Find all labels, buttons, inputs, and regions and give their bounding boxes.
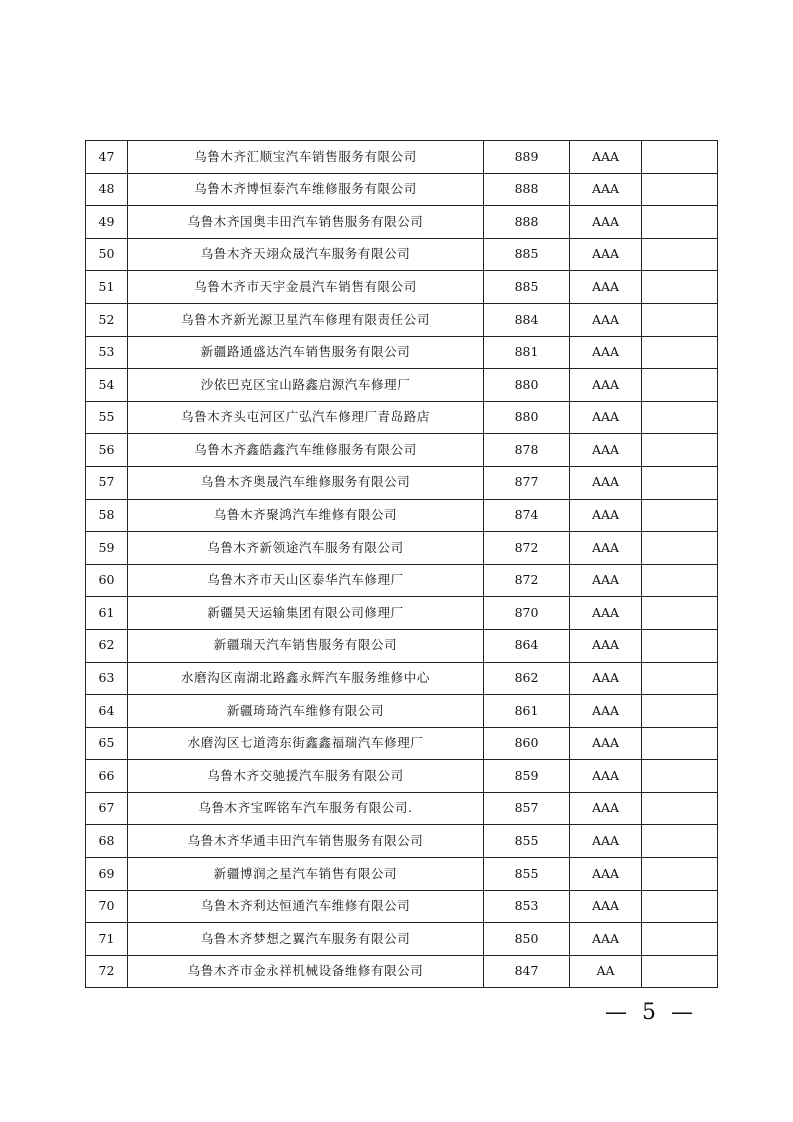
- score-cell: 859: [484, 760, 570, 793]
- row-number-cell: 69: [86, 858, 128, 891]
- table-row: [86, 303, 718, 336]
- note-cell: [642, 336, 718, 369]
- table-row: [86, 564, 718, 597]
- score-cell: 853: [484, 890, 570, 923]
- company-name-cell: 乌鲁木齐市天山区泰华汽车修理厂: [128, 564, 484, 597]
- row-number-cell: 58: [86, 499, 128, 532]
- grade-cell: AAA: [570, 597, 642, 630]
- company-name-cell: 乌鲁木齐利达恒通汽车维修有限公司: [128, 890, 484, 923]
- grade-cell: AAA: [570, 923, 642, 956]
- score-cell: 889: [484, 141, 570, 174]
- score-cell: 847: [484, 955, 570, 988]
- note-cell: [642, 434, 718, 467]
- score-cell: 872: [484, 532, 570, 565]
- note-cell: [642, 466, 718, 499]
- note-cell: [642, 858, 718, 891]
- row-number-cell: 51: [86, 271, 128, 304]
- company-name-cell: 新疆瑞天汽车销售服务有限公司: [128, 629, 484, 662]
- grade-cell: AAA: [570, 858, 642, 891]
- company-name-cell: 新疆琦琦汽车维修有限公司: [128, 695, 484, 728]
- grade-cell: AAA: [570, 564, 642, 597]
- row-number-cell: 50: [86, 238, 128, 271]
- row-number-cell: 55: [86, 401, 128, 434]
- company-name-cell: 乌鲁木齐头屯河区广弘汽车修理厂青岛路店: [128, 401, 484, 434]
- score-cell: 885: [484, 271, 570, 304]
- company-name-cell: 乌鲁木齐天翊众晟汽车服务有限公司: [128, 238, 484, 271]
- row-number-cell: 66: [86, 760, 128, 793]
- note-cell: [642, 141, 718, 174]
- company-name-cell: 水磨沟区南湖北路鑫永辉汽车服务维修中心: [128, 662, 484, 695]
- table-row: [86, 532, 718, 565]
- row-number-cell: 62: [86, 629, 128, 662]
- grade-cell: AAA: [570, 401, 642, 434]
- company-name-cell: 乌鲁木齐鑫皓鑫汽车维修服务有限公司: [128, 434, 484, 467]
- grade-cell: AAA: [570, 695, 642, 728]
- company-name-cell: 新疆博润之星汽车销售有限公司: [128, 858, 484, 891]
- grade-cell: AAA: [570, 760, 642, 793]
- note-cell: [642, 303, 718, 336]
- company-name-cell: 沙依巴克区宝山路鑫启源汽车修理厂: [128, 369, 484, 402]
- company-name-cell: 新疆昊天运输集团有限公司修理厂: [128, 597, 484, 630]
- score-cell: 872: [484, 564, 570, 597]
- note-cell: [642, 369, 718, 402]
- score-cell: 884: [484, 303, 570, 336]
- row-number-cell: 63: [86, 662, 128, 695]
- score-cell: 850: [484, 923, 570, 956]
- score-cell: 878: [484, 434, 570, 467]
- company-name-cell: 新疆路通盛达汽车销售服务有限公司: [128, 336, 484, 369]
- company-name-cell: 乌鲁木齐新领途汽车服务有限公司: [128, 532, 484, 565]
- table-row: [86, 466, 718, 499]
- score-cell: 861: [484, 695, 570, 728]
- table-row: [86, 401, 718, 434]
- grade-cell: AAA: [570, 173, 642, 206]
- grade-cell: AAA: [570, 727, 642, 760]
- table-row: [86, 923, 718, 956]
- note-cell: [642, 695, 718, 728]
- row-number-cell: 65: [86, 727, 128, 760]
- company-name-cell: 乌鲁木齐交驰援汽车服务有限公司: [128, 760, 484, 793]
- note-cell: [642, 173, 718, 206]
- score-cell: 881: [484, 336, 570, 369]
- company-name-cell: 乌鲁木齐宝晖铭车汽车服务有限公司.: [128, 792, 484, 825]
- row-number-cell: 64: [86, 695, 128, 728]
- note-cell: [642, 532, 718, 565]
- grade-cell: AAA: [570, 206, 642, 239]
- row-number-cell: 67: [86, 792, 128, 825]
- table-row: [86, 662, 718, 695]
- company-name-cell: 乌鲁木齐市金永祥机械设备维修有限公司: [128, 955, 484, 988]
- company-name-cell: 乌鲁木齐国奥丰田汽车销售服务有限公司: [128, 206, 484, 239]
- grade-cell: AAA: [570, 434, 642, 467]
- row-number-cell: 56: [86, 434, 128, 467]
- rating-table: [85, 140, 718, 988]
- score-cell: 860: [484, 727, 570, 760]
- grade-cell: AAA: [570, 336, 642, 369]
- grade-cell: AAA: [570, 629, 642, 662]
- score-cell: 888: [484, 173, 570, 206]
- company-name-cell: 乌鲁木齐博恒泰汽车维修服务有限公司: [128, 173, 484, 206]
- table-row: [86, 597, 718, 630]
- score-cell: 862: [484, 662, 570, 695]
- note-cell: [642, 727, 718, 760]
- score-cell: 880: [484, 369, 570, 402]
- note-cell: [642, 955, 718, 988]
- grade-cell: AAA: [570, 532, 642, 565]
- note-cell: [642, 401, 718, 434]
- company-name-cell: 乌鲁木齐市天宇金晨汽车销售有限公司: [128, 271, 484, 304]
- rating-table-body: [86, 141, 718, 988]
- score-cell: 877: [484, 466, 570, 499]
- note-cell: [642, 629, 718, 662]
- company-name-cell: 乌鲁木齐聚鸿汽车维修有限公司: [128, 499, 484, 532]
- table-row: [86, 858, 718, 891]
- score-cell: 888: [484, 206, 570, 239]
- note-cell: [642, 792, 718, 825]
- note-cell: [642, 662, 718, 695]
- note-cell: [642, 271, 718, 304]
- note-cell: [642, 760, 718, 793]
- table-row: [86, 369, 718, 402]
- table-row: [86, 434, 718, 467]
- score-cell: 885: [484, 238, 570, 271]
- company-name-cell: 乌鲁木齐华通丰田汽车销售服务有限公司: [128, 825, 484, 858]
- row-number-cell: 54: [86, 369, 128, 402]
- row-number-cell: 70: [86, 890, 128, 923]
- row-number-cell: 48: [86, 173, 128, 206]
- note-cell: [642, 564, 718, 597]
- table-row: [86, 271, 718, 304]
- table-row: [86, 629, 718, 662]
- company-name-cell: 乌鲁木齐汇顺宝汽车销售服务有限公司: [128, 141, 484, 174]
- grade-cell: AAA: [570, 825, 642, 858]
- grade-cell: AA: [570, 955, 642, 988]
- score-cell: 864: [484, 629, 570, 662]
- row-number-cell: 71: [86, 923, 128, 956]
- table-row: [86, 792, 718, 825]
- note-cell: [642, 597, 718, 630]
- table-row: [86, 825, 718, 858]
- table-row: [86, 141, 718, 174]
- score-cell: 880: [484, 401, 570, 434]
- score-cell: 857: [484, 792, 570, 825]
- row-number-cell: 59: [86, 532, 128, 565]
- row-number-cell: 47: [86, 141, 128, 174]
- table-row: [86, 499, 718, 532]
- grade-cell: AAA: [570, 141, 642, 174]
- grade-cell: AAA: [570, 499, 642, 532]
- table-row: [86, 890, 718, 923]
- row-number-cell: 57: [86, 466, 128, 499]
- company-name-cell: 水磨沟区七道湾东街鑫鑫福瑞汽车修理厂: [128, 727, 484, 760]
- page-number: — 5 —: [605, 1000, 697, 1025]
- table-row: [86, 173, 718, 206]
- note-cell: [642, 499, 718, 532]
- table-row: [86, 336, 718, 369]
- note-cell: [642, 890, 718, 923]
- row-number-cell: 72: [86, 955, 128, 988]
- grade-cell: AAA: [570, 792, 642, 825]
- row-number-cell: 49: [86, 206, 128, 239]
- score-cell: 855: [484, 858, 570, 891]
- row-number-cell: 61: [86, 597, 128, 630]
- row-number-cell: 52: [86, 303, 128, 336]
- row-number-cell: 53: [86, 336, 128, 369]
- grade-cell: AAA: [570, 238, 642, 271]
- note-cell: [642, 206, 718, 239]
- note-cell: [642, 923, 718, 956]
- score-cell: 855: [484, 825, 570, 858]
- grade-cell: AAA: [570, 369, 642, 402]
- row-number-cell: 60: [86, 564, 128, 597]
- note-cell: [642, 825, 718, 858]
- score-cell: 870: [484, 597, 570, 630]
- grade-cell: AAA: [570, 271, 642, 304]
- table-row: [86, 238, 718, 271]
- table-row: [86, 206, 718, 239]
- grade-cell: AAA: [570, 890, 642, 923]
- grade-cell: AAA: [570, 662, 642, 695]
- score-cell: 874: [484, 499, 570, 532]
- table-row: [86, 695, 718, 728]
- row-number-cell: 68: [86, 825, 128, 858]
- grade-cell: AAA: [570, 303, 642, 336]
- company-name-cell: 乌鲁木齐新光源卫星汽车修理有限责任公司: [128, 303, 484, 336]
- grade-cell: AAA: [570, 466, 642, 499]
- note-cell: [642, 238, 718, 271]
- company-name-cell: 乌鲁木齐梦想之翼汽车服务有限公司: [128, 923, 484, 956]
- table-row: [86, 955, 718, 988]
- table-row: [86, 760, 718, 793]
- table-row: [86, 727, 718, 760]
- company-name-cell: 乌鲁木齐奥晟汽车维修服务有限公司: [128, 466, 484, 499]
